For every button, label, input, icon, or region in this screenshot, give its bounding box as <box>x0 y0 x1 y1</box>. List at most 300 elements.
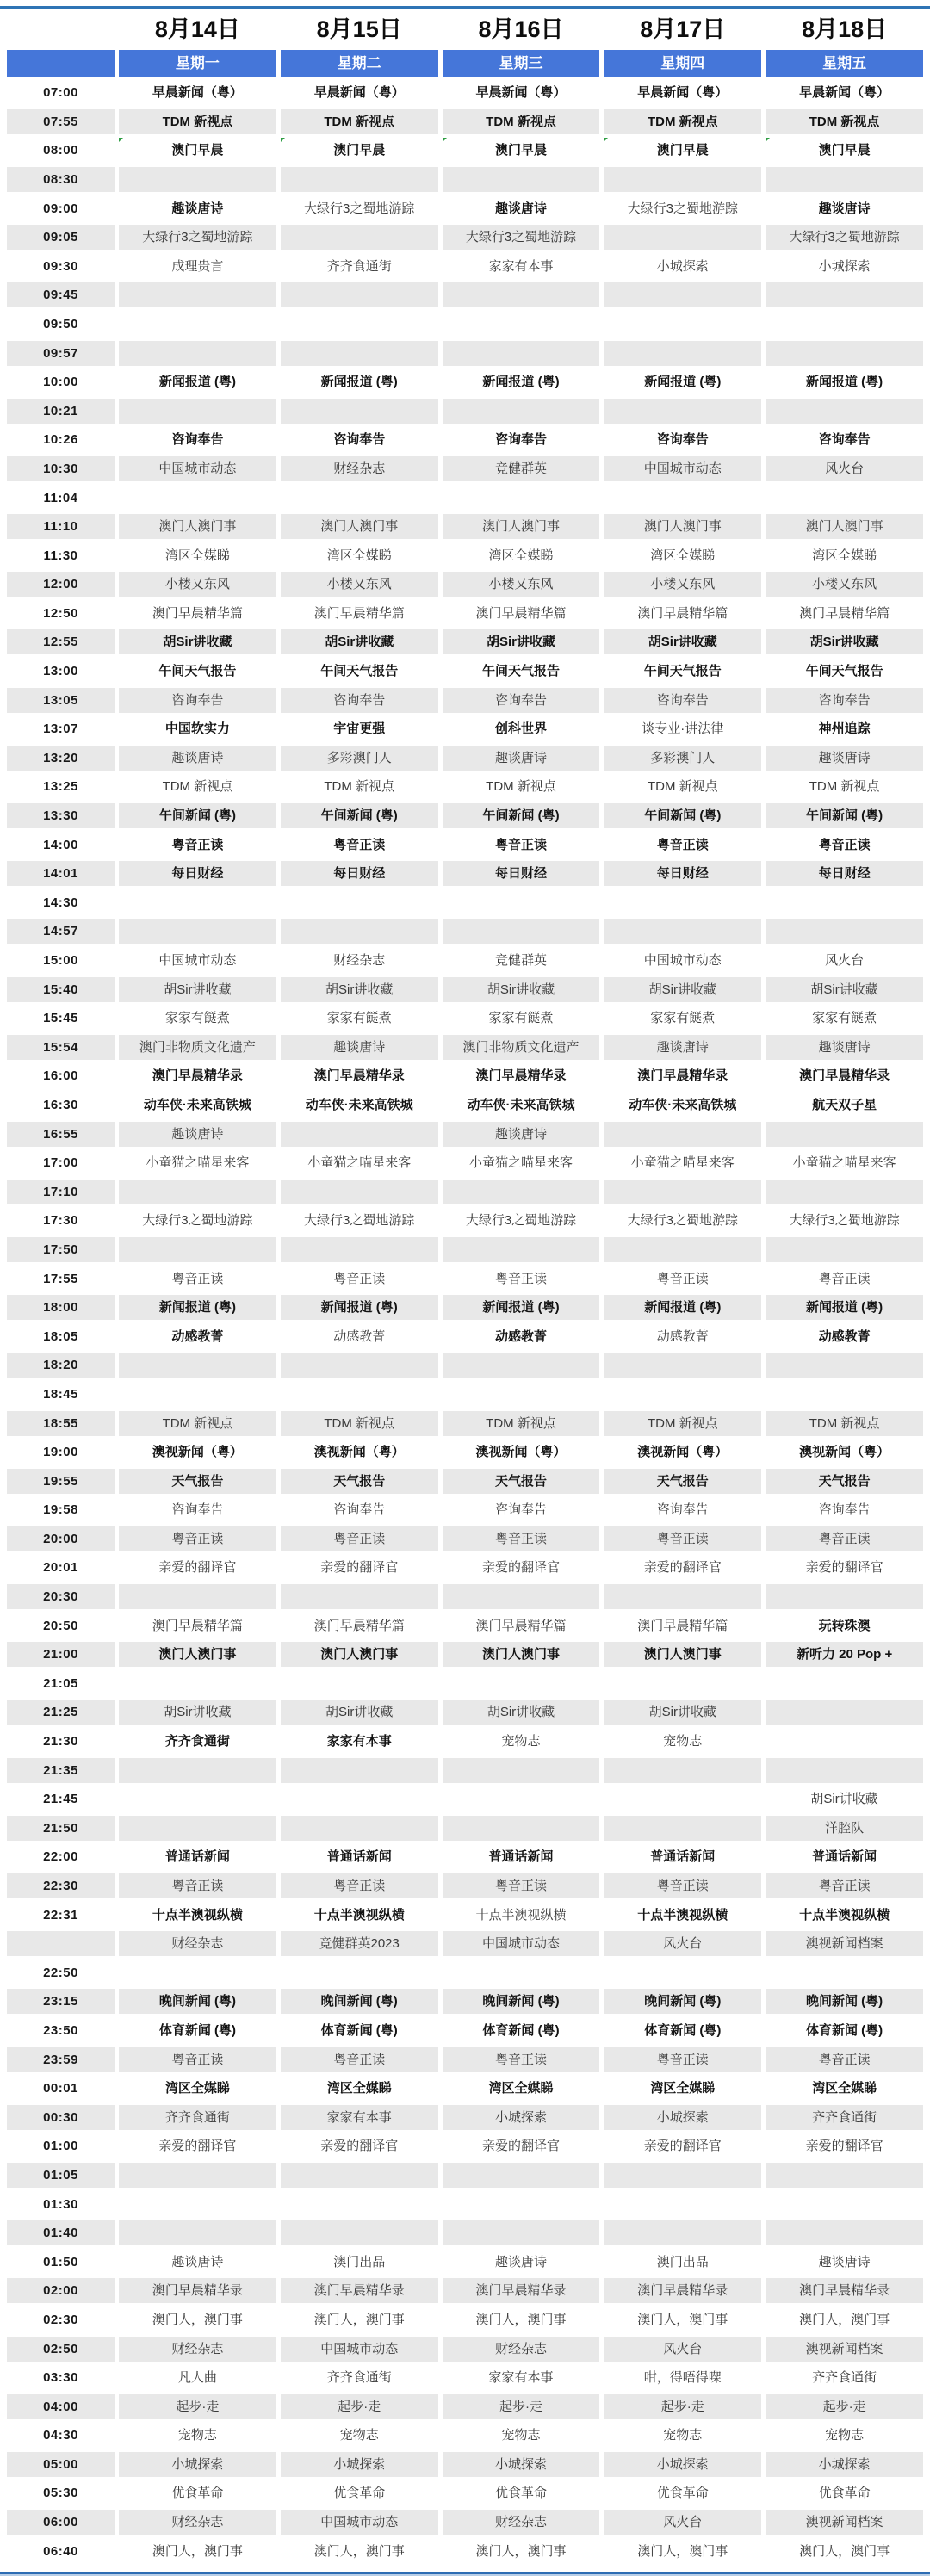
program-cell: 澳门早晨精华录 <box>766 1063 923 1088</box>
time-label: 02:30 <box>7 2307 115 2332</box>
time-label: 23:15 <box>7 1989 115 2014</box>
program-cell: 家家有本事 <box>281 1729 438 1754</box>
program-cell: 早晨新闻（粤） <box>604 80 761 105</box>
program-cell <box>443 1382 600 1407</box>
comment-marker-icon <box>443 138 450 142</box>
program-cell <box>281 1786 438 1811</box>
program-cell: 粤音正读 <box>766 833 923 858</box>
program-cell <box>604 1353 761 1378</box>
corner-stub <box>7 13 115 46</box>
program-cell <box>766 1960 923 1985</box>
program-cell: 胡Sir讲收藏 <box>443 1700 600 1725</box>
program-cell: 趣谈唐诗 <box>766 746 923 771</box>
program-cell <box>443 2220 600 2245</box>
program-cell <box>766 312 923 337</box>
program-cell: 优食革命 <box>604 2480 761 2505</box>
program-cell: 粤音正读 <box>766 2047 923 2072</box>
program-cell: 小城探索 <box>766 2452 923 2477</box>
program-cell: 凡人曲 <box>119 2365 276 2390</box>
program-cell <box>443 919 600 944</box>
program-cell: 澳门早晨精华录 <box>604 1063 761 1088</box>
program-cell: 天气报告 <box>604 1469 761 1494</box>
program-cell: 家家有本事 <box>443 2365 600 2390</box>
program-cell: 咨询奉告 <box>119 427 276 452</box>
time-label: 17:50 <box>7 1237 115 1262</box>
date-header-5: 8月18日 <box>766 13 923 46</box>
time-label: 10:26 <box>7 427 115 452</box>
program-cell: 家家有本事 <box>281 2105 438 2130</box>
comment-marker-icon <box>281 138 288 142</box>
program-cell: 起步·走 <box>604 2394 761 2419</box>
weekday-header-3: 星期三 <box>443 50 600 77</box>
program-cell: 澳门人，澳门事 <box>281 2539 438 2564</box>
program-cell: 胡Sir讲收藏 <box>766 1786 923 1811</box>
program-cell <box>443 1180 600 1204</box>
time-label: 22:00 <box>7 1844 115 1869</box>
program-cell: 小城探索 <box>443 2452 600 2477</box>
program-cell: 粤音正读 <box>281 1266 438 1291</box>
program-cell <box>766 890 923 915</box>
program-cell: 财经杂志 <box>119 1931 276 1956</box>
program-cell: 起步·走 <box>119 2394 276 2419</box>
program-cell: 澳门非物质文化遗产 <box>119 1035 276 1060</box>
time-label: 09:45 <box>7 282 115 307</box>
time-label: 21:35 <box>7 1758 115 1783</box>
time-label: 03:30 <box>7 2365 115 2390</box>
program-cell: 早晨新闻（粤） <box>281 80 438 105</box>
program-cell: 午间天气报告 <box>766 659 923 684</box>
program-cell <box>604 1237 761 1262</box>
program-cell: 新闻报道 (粤) <box>443 369 600 394</box>
program-cell: 小城探索 <box>443 2105 600 2130</box>
program-cell: 齐齐食通街 <box>281 2365 438 2390</box>
program-cell: 胡Sir讲收藏 <box>604 1700 761 1725</box>
program-cell: 澳门人澳门事 <box>443 514 600 539</box>
time-label: 13:05 <box>7 688 115 713</box>
program-cell <box>604 1584 761 1609</box>
time-label: 12:50 <box>7 601 115 626</box>
time-label: 01:00 <box>7 2133 115 2158</box>
program-cell <box>119 167 276 192</box>
program-cell: 宠物志 <box>443 1729 600 1754</box>
program-cell <box>604 486 761 511</box>
program-cell: 粤音正读 <box>281 2047 438 2072</box>
program-cell: 澳视新闻（粤） <box>119 1440 276 1464</box>
time-label: 12:00 <box>7 572 115 597</box>
program-cell <box>766 1758 923 1783</box>
time-label: 18:45 <box>7 1382 115 1407</box>
program-cell: 财经杂志 <box>119 2337 276 2362</box>
program-cell: TDM 新视点 <box>443 1411 600 1436</box>
program-cell: 澳门人，澳门事 <box>443 2539 600 2564</box>
program-cell: 宠物志 <box>766 2423 923 2448</box>
program-cell: 咨询奉告 <box>766 1497 923 1522</box>
program-cell: 竞健群英2023 <box>281 1931 438 1956</box>
weekday-header-2: 星期二 <box>281 50 438 77</box>
program-cell: 趣谈唐诗 <box>119 1122 276 1147</box>
program-cell: 澳视新闻档案 <box>766 1931 923 1956</box>
program-cell: 湾区全媒睇 <box>119 543 276 568</box>
program-cell <box>443 2192 600 2217</box>
program-cell <box>281 225 438 250</box>
program-cell: 天气报告 <box>766 1469 923 1494</box>
program-cell: 家家有餸煮 <box>443 1006 600 1031</box>
time-label: 09:30 <box>7 254 115 279</box>
program-cell: TDM 新视点 <box>281 1411 438 1436</box>
program-cell <box>443 1584 600 1609</box>
time-label: 17:10 <box>7 1180 115 1204</box>
program-cell: 粤音正读 <box>604 833 761 858</box>
time-label: 21:00 <box>7 1642 115 1667</box>
program-cell: 澳门早晨 <box>443 138 600 163</box>
program-cell: 咨询奉告 <box>443 1497 600 1522</box>
program-cell: 新闻报道 (粤) <box>281 369 438 394</box>
program-cell: 胡Sir讲收藏 <box>119 1700 276 1725</box>
program-cell: 胡Sir讲收藏 <box>281 977 438 1002</box>
program-cell: 新闻报道 (粤) <box>443 1295 600 1320</box>
program-cell <box>604 1960 761 1985</box>
program-cell <box>281 1122 438 1147</box>
program-cell: 优食革命 <box>281 2480 438 2505</box>
program-cell: 大绿行3之蜀地游踪 <box>443 1208 600 1233</box>
program-cell: 动车侠·未来高铁城 <box>604 1093 761 1118</box>
time-label: 13:25 <box>7 774 115 799</box>
program-cell <box>604 1180 761 1204</box>
program-cell <box>604 282 761 307</box>
program-cell: 新听力 20 Pop + <box>766 1642 923 1667</box>
time-label: 02:50 <box>7 2337 115 2362</box>
date-header-2: 8月15日 <box>281 13 438 46</box>
time-label: 18:20 <box>7 1353 115 1378</box>
weekday-header-1: 星期一 <box>119 50 276 77</box>
program-cell <box>119 2192 276 2217</box>
program-cell: 湾区全媒睇 <box>766 543 923 568</box>
program-cell: 财经杂志 <box>119 2510 276 2535</box>
program-cell: 中国城市动态 <box>604 948 761 973</box>
program-cell: 每日财经 <box>443 861 600 886</box>
program-cell: 亲爱的翻译官 <box>119 2133 276 2158</box>
program-cell: 家家有本事 <box>443 254 600 279</box>
program-cell: 澳门人，澳门事 <box>604 2307 761 2332</box>
program-cell <box>443 1237 600 1262</box>
program-cell <box>604 2163 761 2188</box>
time-label: 00:01 <box>7 2076 115 2101</box>
program-cell: 咨询奉告 <box>604 1497 761 1522</box>
time-label: 20:00 <box>7 1526 115 1551</box>
time-label: 23:59 <box>7 2047 115 2072</box>
program-cell: 航天双子星 <box>766 1093 923 1118</box>
date-header-1: 8月14日 <box>119 13 276 46</box>
program-cell <box>281 1237 438 1262</box>
program-cell: 趣谈唐诗 <box>766 1035 923 1060</box>
program-cell: 胡Sir讲收藏 <box>604 977 761 1002</box>
time-label: 17:30 <box>7 1208 115 1233</box>
program-cell: 每日财经 <box>604 861 761 886</box>
time-label: 21:25 <box>7 1700 115 1725</box>
program-cell <box>766 2163 923 2188</box>
program-cell: 动车侠·未来高铁城 <box>119 1093 276 1118</box>
program-cell: 大绿行3之蜀地游踪 <box>119 1208 276 1233</box>
program-cell: 中国城市动态 <box>281 2510 438 2535</box>
time-label: 01:05 <box>7 2163 115 2188</box>
program-cell <box>281 167 438 192</box>
program-cell <box>281 2192 438 2217</box>
program-cell <box>443 1758 600 1783</box>
program-cell: 财经杂志 <box>281 456 438 481</box>
program-cell: 中国城市动态 <box>119 948 276 973</box>
program-cell <box>119 2163 276 2188</box>
program-cell <box>604 919 761 944</box>
program-cell <box>443 167 600 192</box>
time-label: 22:50 <box>7 1960 115 1985</box>
program-cell: 胡Sir讲收藏 <box>604 629 761 654</box>
program-cell <box>604 2220 761 2245</box>
time-label: 22:31 <box>7 1903 115 1928</box>
program-cell <box>766 399 923 424</box>
time-label: 10:21 <box>7 399 115 424</box>
program-cell: 澳门早晨精华录 <box>119 2278 276 2303</box>
program-cell <box>604 167 761 192</box>
program-cell: 创科世界 <box>443 716 600 741</box>
program-cell: 优食革命 <box>766 2480 923 2505</box>
program-cell: 体育新闻 (粤) <box>281 2018 438 2043</box>
program-cell: 趣谈唐诗 <box>766 196 923 221</box>
program-cell: 粤音正读 <box>119 1526 276 1551</box>
program-cell <box>443 890 600 915</box>
program-cell: 小童猫之喵星来客 <box>443 1150 600 1175</box>
program-cell: 中国城市动态 <box>119 456 276 481</box>
program-cell: 澳视新闻档案 <box>766 2510 923 2535</box>
program-cell <box>281 1180 438 1204</box>
program-cell: 粤音正读 <box>119 833 276 858</box>
program-cell: 新闻报道 (粤) <box>119 369 276 394</box>
weekday-header-4: 星期四 <box>604 50 761 77</box>
program-cell: 小童猫之喵星来客 <box>119 1150 276 1175</box>
time-label: 18:05 <box>7 1324 115 1349</box>
program-cell: 每日财经 <box>766 861 923 886</box>
time-label: 15:45 <box>7 1006 115 1031</box>
program-cell: 体育新闻 (粤) <box>119 2018 276 2043</box>
program-cell: 齐齐食通街 <box>766 2365 923 2390</box>
program-cell <box>604 225 761 250</box>
program-cell: 澳门人，澳门事 <box>604 2539 761 2564</box>
program-cell: 澳门早晨 <box>766 138 923 163</box>
time-label: 20:30 <box>7 1584 115 1609</box>
program-cell <box>281 282 438 307</box>
program-cell: 早晨新闻（粤） <box>443 80 600 105</box>
program-cell: 澳视新闻（粤） <box>443 1440 600 1464</box>
program-cell: 澳门早晨精华篇 <box>443 1613 600 1638</box>
program-cell: TDM 新视点 <box>766 1411 923 1436</box>
time-label: 17:55 <box>7 1266 115 1291</box>
program-cell: 午间新闻 (粤) <box>604 803 761 828</box>
time-label: 11:04 <box>7 486 115 511</box>
program-cell: 澳门早晨精华篇 <box>281 601 438 626</box>
program-cell <box>766 1382 923 1407</box>
program-cell: 体育新闻 (粤) <box>443 2018 600 2043</box>
time-label: 13:00 <box>7 659 115 684</box>
program-cell: 小童猫之喵星来客 <box>281 1150 438 1175</box>
time-label: 19:55 <box>7 1469 115 1494</box>
time-label: 18:00 <box>7 1295 115 1320</box>
program-cell: 澳门人澳门事 <box>443 1642 600 1667</box>
program-cell <box>443 2163 600 2188</box>
program-cell: 动感教菁 <box>766 1324 923 1349</box>
time-label: 15:40 <box>7 977 115 1002</box>
time-label: 15:00 <box>7 948 115 973</box>
program-cell <box>119 1758 276 1783</box>
program-cell: 大绿行3之蜀地游踪 <box>766 1208 923 1233</box>
program-cell: 澳门非物质文化遗产 <box>443 1035 600 1060</box>
program-cell <box>119 1786 276 1811</box>
program-cell: 午间新闻 (粤) <box>281 803 438 828</box>
program-cell: 午间天气报告 <box>281 659 438 684</box>
program-cell: 湾区全媒睇 <box>766 2076 923 2101</box>
program-cell: 宠物志 <box>119 2423 276 2448</box>
weekday-header-5: 星期五 <box>766 50 923 77</box>
time-label: 05:30 <box>7 2480 115 2505</box>
program-cell: 家家有餸煮 <box>119 1006 276 1031</box>
program-cell: 竞健群英 <box>443 456 600 481</box>
program-cell: 宇宙更强 <box>281 716 438 741</box>
program-cell: 澳门人澳门事 <box>119 1642 276 1667</box>
program-cell <box>119 1816 276 1841</box>
time-label: 14:57 <box>7 919 115 944</box>
program-cell <box>766 341 923 366</box>
program-cell: 粤音正读 <box>281 1526 438 1551</box>
program-cell <box>604 1671 761 1696</box>
program-cell <box>443 312 600 337</box>
program-cell: 晚间新闻 (粤) <box>766 1989 923 2014</box>
time-label: 13:07 <box>7 716 115 741</box>
program-cell: 湾区全媒睇 <box>604 2076 761 2101</box>
program-cell: 普通话新闻 <box>281 1844 438 1869</box>
program-cell: 澳门早晨精华篇 <box>766 601 923 626</box>
program-cell: 普通话新闻 <box>766 1844 923 1869</box>
program-cell <box>119 341 276 366</box>
program-cell: TDM 新视点 <box>766 109 923 134</box>
program-cell: 澳门早晨精华录 <box>443 2278 600 2303</box>
program-cell: 大绿行3之蜀地游踪 <box>119 225 276 250</box>
program-cell <box>766 2192 923 2217</box>
program-cell <box>766 486 923 511</box>
program-cell <box>604 1758 761 1783</box>
program-cell: 澳门人，澳门事 <box>119 2307 276 2332</box>
time-label: 11:10 <box>7 514 115 539</box>
program-cell: 十点半澳视纵横 <box>766 1903 923 1928</box>
time-label: 23:50 <box>7 2018 115 2043</box>
program-cell: 粤音正读 <box>443 1873 600 1898</box>
time-label: 01:30 <box>7 2192 115 2217</box>
schedule-table <box>0 13 930 2564</box>
program-cell: 澳门人澳门事 <box>604 1642 761 1667</box>
program-cell: TDM 新视点 <box>604 1411 761 1436</box>
program-cell <box>443 1816 600 1841</box>
program-cell: 中国城市动态 <box>443 1931 600 1956</box>
program-cell: 澳门早晨精华录 <box>281 2278 438 2303</box>
program-cell: 多彩澳门人 <box>281 746 438 771</box>
comment-marker-icon <box>604 138 611 142</box>
time-label: 14:01 <box>7 861 115 886</box>
program-cell: 小城探索 <box>604 2105 761 2130</box>
program-cell <box>281 312 438 337</box>
program-cell: 咨询奉告 <box>119 688 276 713</box>
time-label: 13:20 <box>7 746 115 771</box>
program-cell: 新闻报道 (粤) <box>766 369 923 394</box>
program-cell: 优食革命 <box>119 2480 276 2505</box>
program-cell: 粤音正读 <box>281 1873 438 1898</box>
program-cell: 小城探索 <box>766 254 923 279</box>
date-header-3: 8月16日 <box>443 13 600 46</box>
program-cell: 澳门早晨精华篇 <box>281 1613 438 1638</box>
time-label: 06:40 <box>7 2539 115 2564</box>
program-cell: 粤音正读 <box>281 833 438 858</box>
program-cell <box>119 282 276 307</box>
program-cell: 粤音正读 <box>443 2047 600 2072</box>
time-label: 07:00 <box>7 80 115 105</box>
program-cell: 宠物志 <box>604 1729 761 1754</box>
program-cell <box>119 1237 276 1262</box>
comment-marker-icon <box>119 138 126 142</box>
program-cell: 澳门人澳门事 <box>604 514 761 539</box>
program-cell: 胡Sir讲收藏 <box>119 629 276 654</box>
time-label: 15:54 <box>7 1035 115 1060</box>
program-cell <box>766 282 923 307</box>
top-border-line <box>0 6 930 9</box>
program-cell: 亲爱的翻译官 <box>281 2133 438 2158</box>
program-cell: 澳门早晨精华篇 <box>604 601 761 626</box>
program-cell: 粤音正读 <box>766 1873 923 1898</box>
program-cell: 趣谈唐诗 <box>119 2250 276 2275</box>
program-cell: 湾区全媒睇 <box>443 543 600 568</box>
program-cell: 午间新闻 (粤) <box>443 803 600 828</box>
program-cell: 普通话新闻 <box>119 1844 276 1869</box>
program-cell: 天气报告 <box>443 1469 600 1494</box>
program-cell <box>604 1816 761 1841</box>
program-cell: 湾区全媒睇 <box>281 543 438 568</box>
program-cell: 玩转珠澳 <box>766 1613 923 1638</box>
program-cell: 动感教菁 <box>443 1324 600 1349</box>
time-label: 22:30 <box>7 1873 115 1898</box>
program-cell: 早晨新闻（粤） <box>119 80 276 105</box>
program-cell <box>119 1960 276 1985</box>
program-cell: TDM 新视点 <box>443 774 600 799</box>
program-cell: 澳门早晨精华录 <box>119 1063 276 1088</box>
program-cell: 家家有餸煮 <box>281 1006 438 1031</box>
time-label: 14:30 <box>7 890 115 915</box>
program-cell: 大绿行3之蜀地游踪 <box>281 1208 438 1233</box>
program-cell: 澳门出品 <box>281 2250 438 2275</box>
program-cell: 宠物志 <box>281 2423 438 2448</box>
program-cell: 澳门人，澳门事 <box>119 2539 276 2564</box>
program-cell: 动车侠·未来高铁城 <box>281 1093 438 1118</box>
program-cell: 趣谈唐诗 <box>119 196 276 221</box>
program-cell: 新闻报道 (粤) <box>604 1295 761 1320</box>
program-cell <box>604 1122 761 1147</box>
program-cell: TDM 新视点 <box>443 109 600 134</box>
program-cell: 粤音正读 <box>604 1266 761 1291</box>
time-label: 09:57 <box>7 341 115 366</box>
time-label: 21:30 <box>7 1729 115 1754</box>
time-label: 21:50 <box>7 1816 115 1841</box>
program-cell: 湾区全媒睇 <box>604 543 761 568</box>
program-cell: 咨询奉告 <box>443 427 600 452</box>
program-cell: 家家有餸煮 <box>766 1006 923 1031</box>
program-cell: 新闻报道 (粤) <box>119 1295 276 1320</box>
time-label: 10:00 <box>7 369 115 394</box>
program-cell: 澳门人澳门事 <box>281 514 438 539</box>
program-cell: 齐齐食通街 <box>119 1729 276 1754</box>
